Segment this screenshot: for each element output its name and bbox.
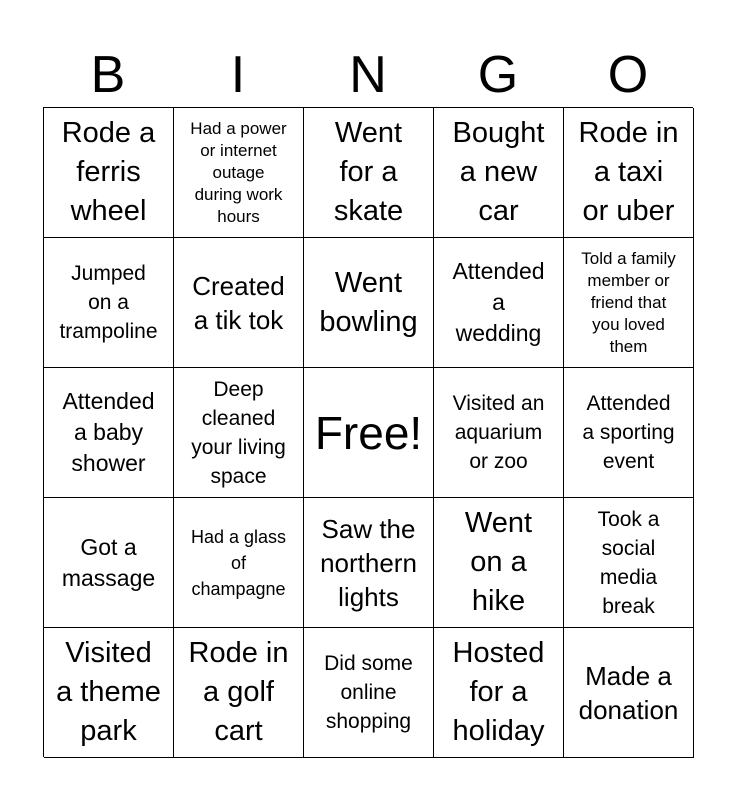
bingo-cell-r5-c1[interactable] [44,628,174,758]
bingo-cell-r2-c3[interactable] [304,238,434,368]
cell-text: Had a power or internet outage during work hours [190,118,287,226]
bingo-cell-r3-c4[interactable] [434,368,564,498]
bingo-cell-r5-c4[interactable] [434,628,564,758]
cell-text: Made a donation [578,660,679,725]
bingo-board [43,107,693,757]
cell-text: Attended a wedding [452,258,545,346]
bingo-cell-r1-c2[interactable] [174,108,304,238]
cell-text: Rode in a taxi or uber [578,117,679,227]
cell-text: Got a massage [61,533,156,591]
cell-text: Had a glass of champagne [190,526,287,599]
cell-text: Bought a new car [452,117,545,227]
cell-text: Created a tik tok [192,270,285,335]
header-letter-i: I [230,46,246,104]
bingo-cell-r4-c1[interactable] [44,498,174,628]
cell-text: Visited an aquarium or zoo [452,392,545,473]
bingo-cell-r4-c4[interactable] [434,498,564,628]
bingo-header [43,44,693,106]
cell-text: Went for a skate [333,117,404,227]
cell-text: Went bowling [319,266,418,338]
bingo-cell-r2-c4[interactable] [434,238,564,368]
bingo-cell-r4-c3[interactable] [304,498,434,628]
bingo-cell-r5-c2[interactable] [174,628,304,758]
bingo-cell-r1-c4[interactable] [434,108,564,238]
cell-text: Jumped on a trampoline [59,262,158,343]
bingo-cell-r5-c5[interactable] [564,628,694,758]
cell-text: Went on a hike [464,507,533,617]
bingo-cell-r3-c1[interactable] [44,368,174,498]
cell-text: Deep cleaned your living space [191,377,286,488]
bingo-cell-r2-c1[interactable] [44,238,174,368]
bingo-cell-r2-c5[interactable] [564,238,694,368]
cell-text: Told a family member or friend that you loved them [581,248,676,356]
header-letter-b: B [90,46,126,104]
cell-text: Attended a baby shower [62,388,155,476]
bingo-cell-r3-c2[interactable] [174,368,304,498]
bingo-cell-r5-c3[interactable] [304,628,434,758]
cell-text: Did some online shopping [324,652,413,733]
header-letter-o: O [607,46,649,104]
free-space-text: Free! [314,406,423,459]
bingo-cell-r2-c2[interactable] [174,238,304,368]
free-space-cell[interactable] [304,368,434,498]
cell-text: Attended a sporting event [582,392,675,473]
cell-text: Took a social media break [597,507,660,618]
bingo-cell-r1-c1[interactable] [44,108,174,238]
cell-text: Hosted for a holiday [452,637,545,747]
bingo-cell-r4-c5[interactable] [564,498,694,628]
bingo-cell-r1-c3[interactable] [304,108,434,238]
bingo-cell-r1-c5[interactable] [564,108,694,238]
cell-text: Saw the northern lights [320,513,417,612]
bingo-cell-r3-c5[interactable] [564,368,694,498]
cell-text: Rode in a golf cart [188,637,289,747]
header-letter-g: G [477,46,519,104]
cell-text: Visited a theme park [56,637,161,747]
header-letter-n: N [349,46,387,104]
cell-text: Rode a ferris wheel [61,117,156,227]
bingo-cell-r4-c2[interactable] [174,498,304,628]
